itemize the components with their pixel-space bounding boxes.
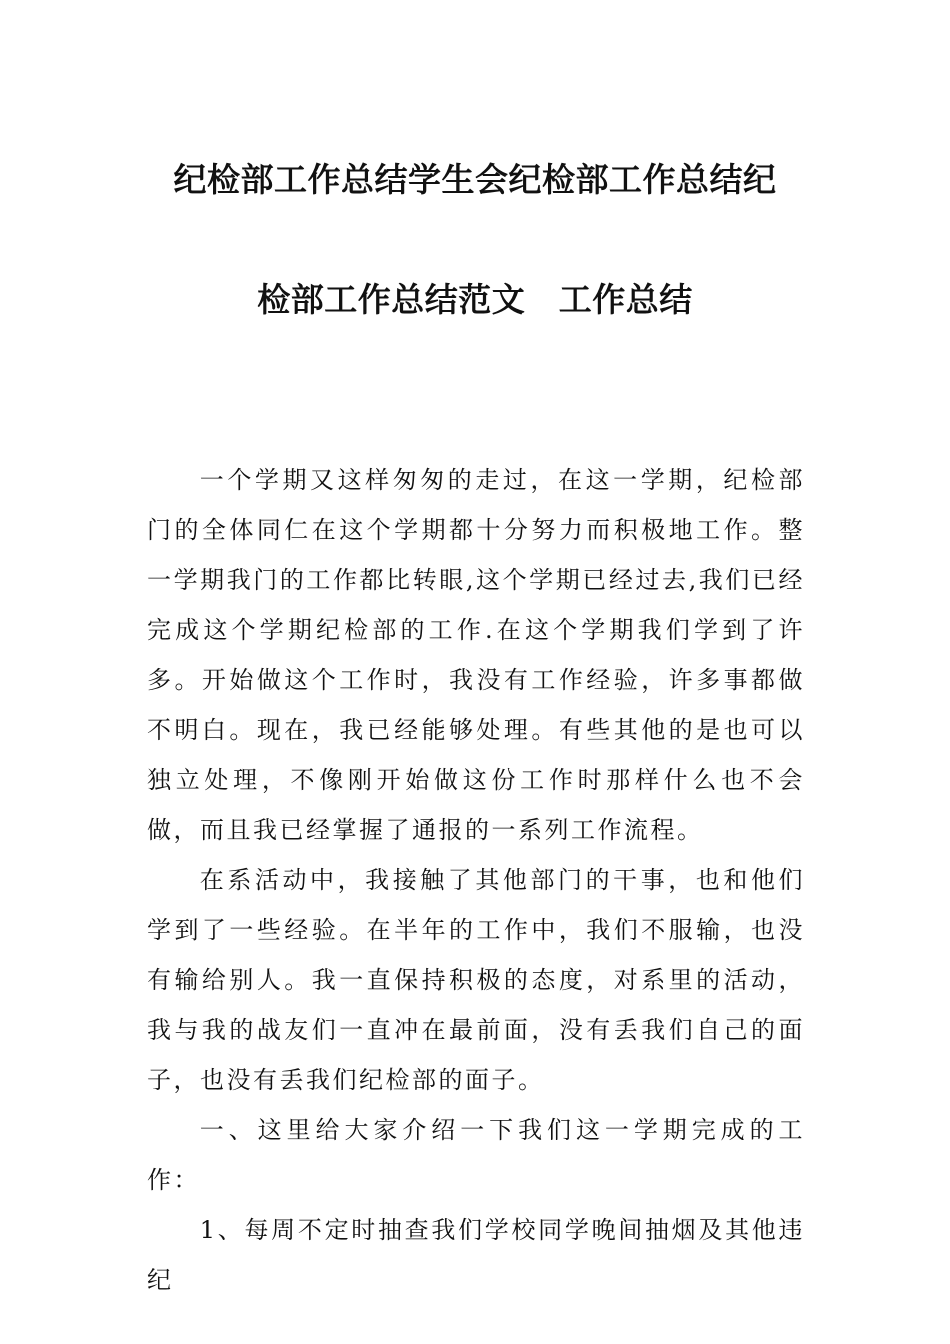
paragraph-4: 1、每周不定时抽查我们学校同学晚间抽烟及其他违纪: [147, 1216, 805, 1294]
paragraph-3: 一、这里给大家介绍一下我们这一学期完成的工作：: [147, 1116, 805, 1194]
document-body: [147, 455, 805, 1305]
document-title-line-2: 检部工作总结范文 工作总结: [257, 280, 693, 319]
paragraph-2: 在系活动中，我接触了其他部门的干事，也和他们学到了一些经验。在半年的工作中，我们不服输，也没有输给别人。我一直保持积极的态度，对系里的活动，我与我的战友们一直冲在最前面，没有丢我们自己的面子，也没有丢我们纪检部的面子。: [147, 866, 805, 1094]
document-title-line-1: 纪检部工作总结学生会纪检部工作总结纪: [173, 160, 777, 199]
paragraph-1: 一个学期又这样匆匆的走过，在这一学期，纪检部门的全体同仁在这个学期都十分努力而积极地工作。整一学期我门的工作都比转眼,这个学期已经过去,我们已经完成这个学期纪检部的工作.在这个学期我们学到了许多。开始做这个工作时，我没有工作经验，许多事都做不明白。现在，我已经能够处理。有些其他的是也可以独立处理，不像刚开始做这份工作时那样什么也不会做，而且我已经掌握了通报的一系列工作流程。: [147, 466, 805, 844]
